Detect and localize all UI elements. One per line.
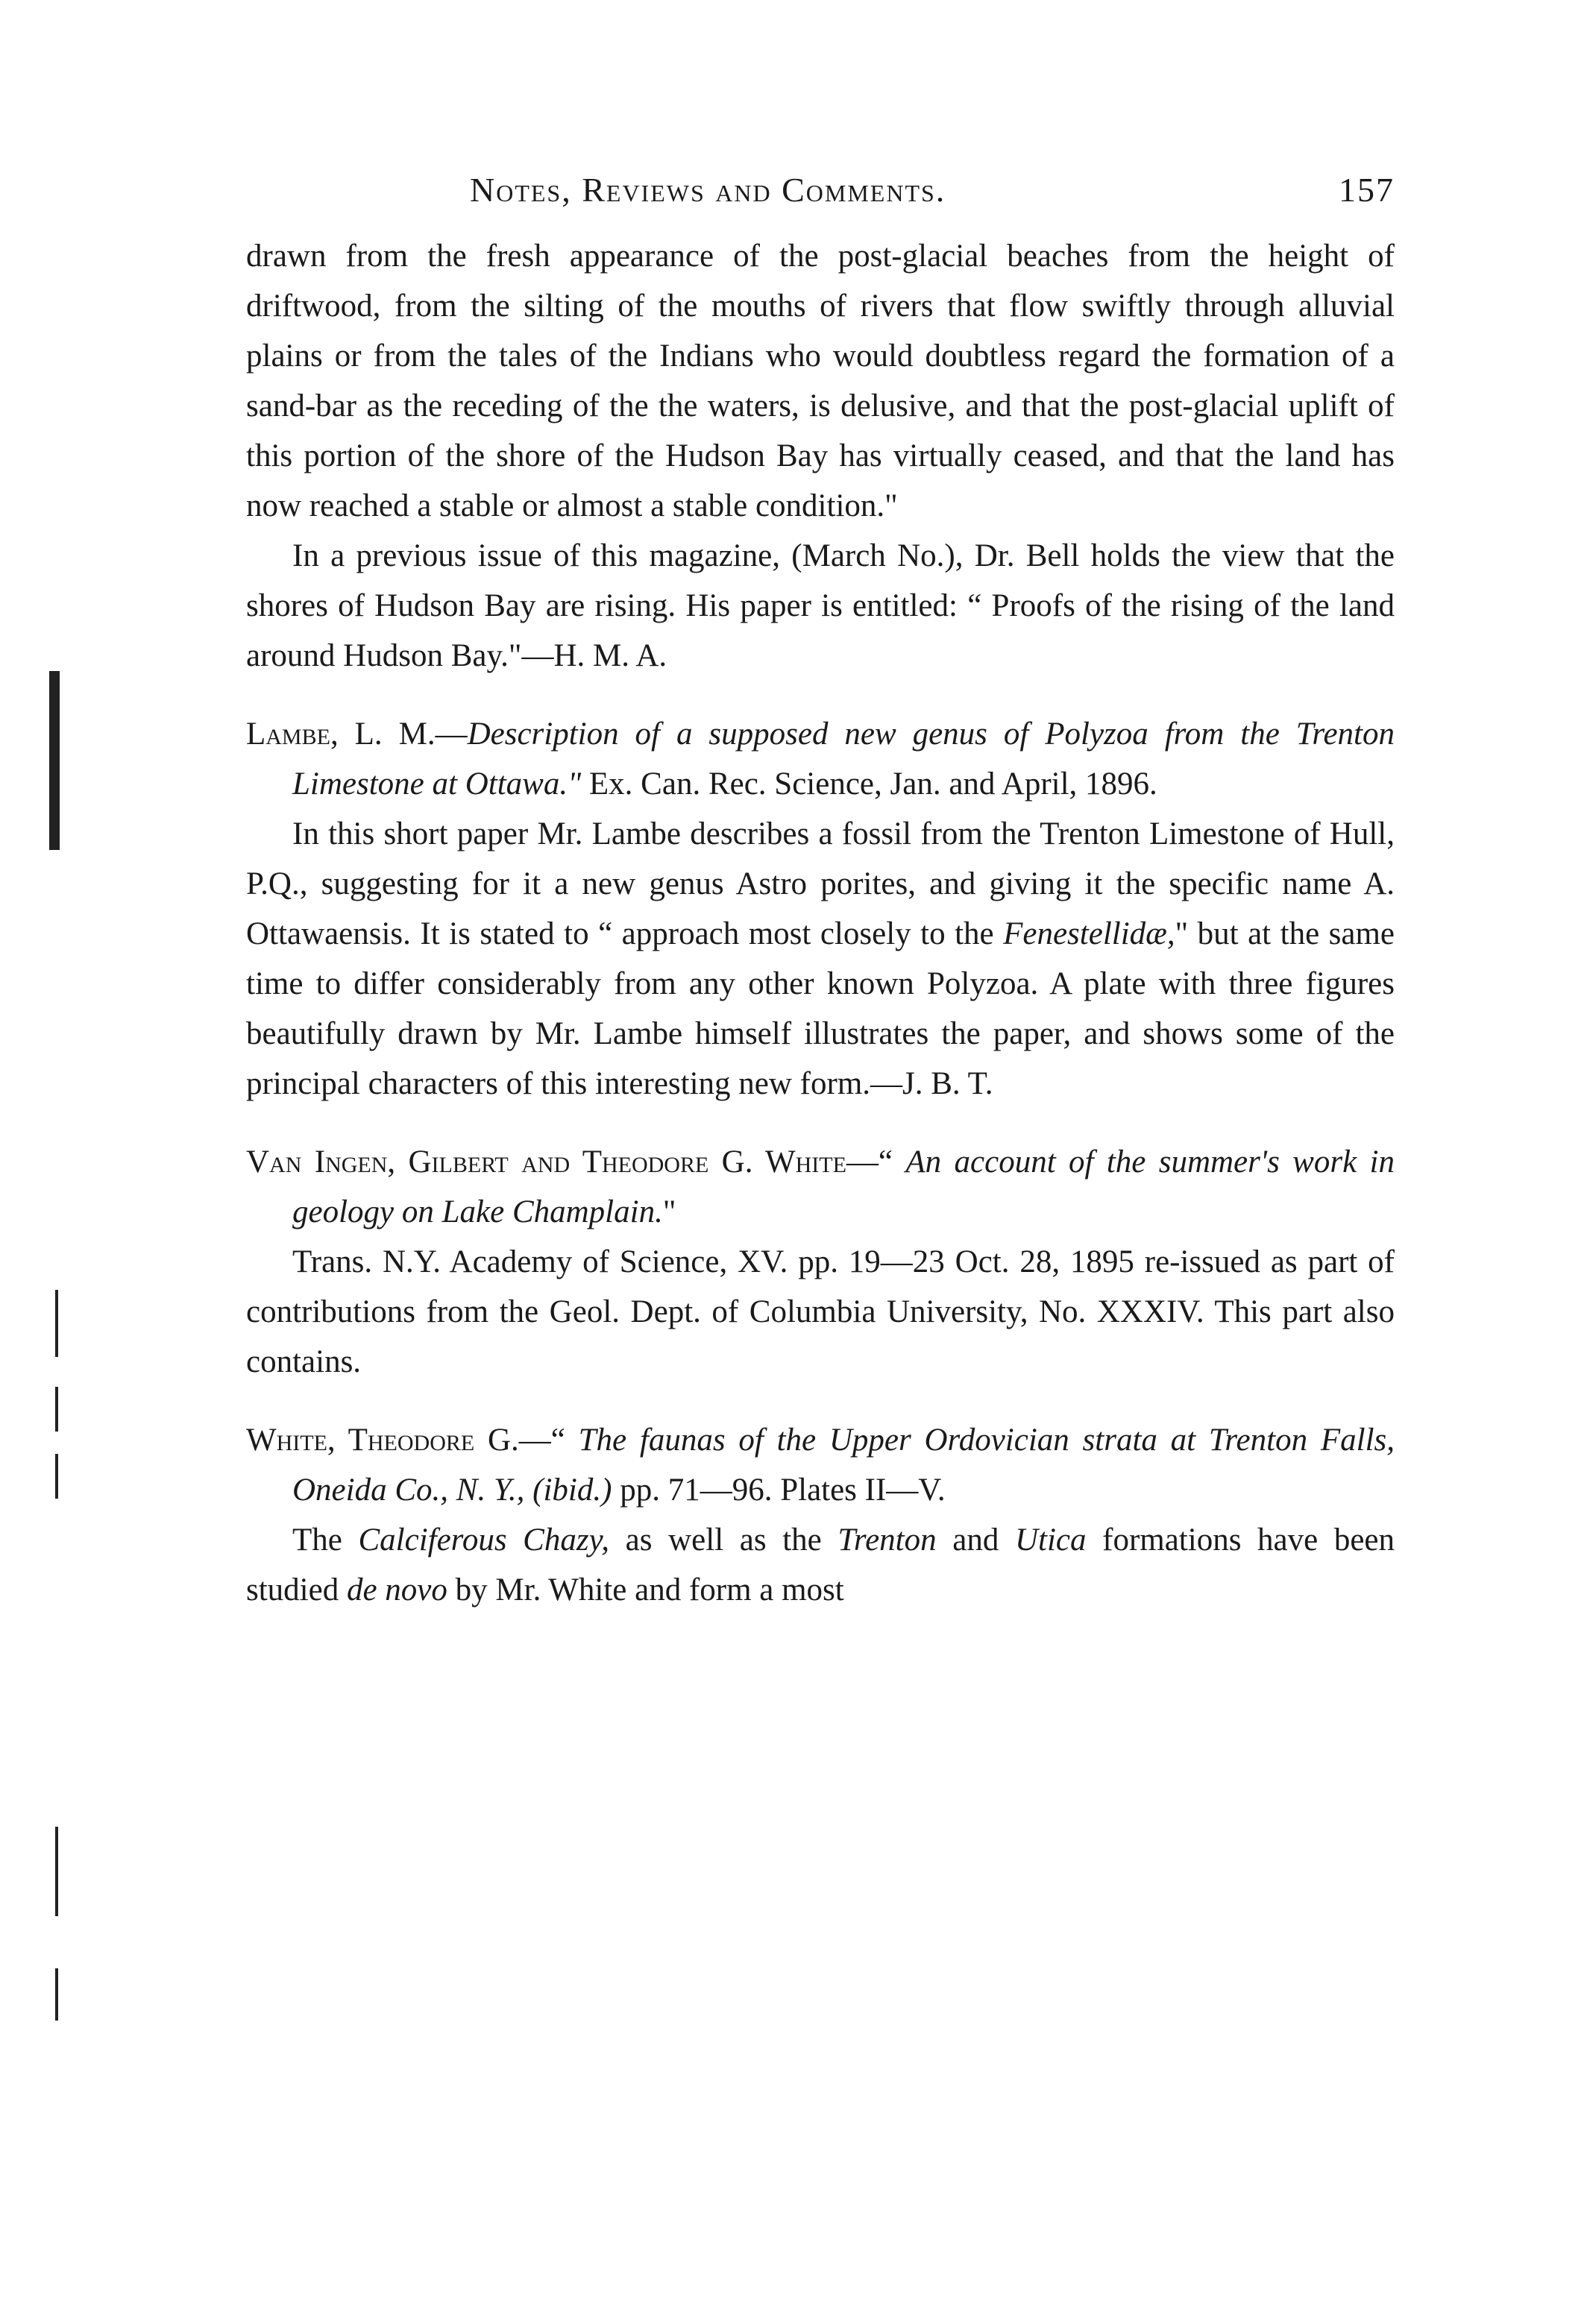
entry-white-trenton: Trenton	[838, 1522, 937, 1558]
entry-white	[246, 1415, 1395, 1615]
entry-white-review-text-2: as well as the	[609, 1522, 838, 1558]
entry-white-review-text-5: by Mr. White and form a most	[447, 1572, 844, 1607]
running-head	[246, 164, 1395, 231]
entry-lambe-author: Lambe, L. M.—	[246, 717, 468, 752]
page-number: 157	[1339, 171, 1395, 209]
entry-van-ingen	[246, 1137, 1395, 1387]
entry-van-ingen-author: Van Ingen, Gilbert and Theodore G. White—“	[246, 1144, 906, 1180]
entry-lambe-review-text: In this short paper Mr. Lambe describes a fossil from the Trenton Limestone of Hull, P.Q., suggesting for it a new genus Astro porites, and giving it the specific name A. Ottawaensis. It is stated to “ approach most closely to the	[246, 816, 1395, 951]
entry-van-ingen-title-close: "	[662, 1194, 676, 1229]
body-text	[246, 231, 1395, 1615]
entry-white-calciferous: Calciferous Chazy,	[358, 1522, 610, 1558]
continued-paragraph: drawn from the fresh appearance of the post-glacial beaches from the height of driftwood, from the silting of the mouths of rivers that flow swiftly through alluvial plains or from the tales of the Indians who would doubtless regard the formation of a sand-bar as the receding of the the waters, is delusive, and that the post-glacial uplift of this portion of the shore of the Hudson Bay has virtually ceased, and that the land has now reached a stable or almost a stable condition."	[246, 239, 1395, 523]
entry-white-review-text-3: and	[936, 1522, 1015, 1558]
entry-lambe	[246, 709, 1395, 1109]
entry-lambe-review	[246, 809, 1395, 1109]
entry-van-ingen-title: An account of the summer's work in geology on Lake Champlain.	[292, 1144, 1395, 1229]
page-binding-edge	[54, 0, 60, 2324]
entry-lambe-family: Fenestellidæ,	[1003, 916, 1175, 951]
entry-van-ingen-citation	[246, 1137, 1395, 1237]
entry-white-source: pp. 71—96. Plates II—V.	[612, 1473, 946, 1508]
entry-van-ingen-review: Trans. N.Y. Academy of Science, XV. pp. 19—23 Oct. 28, 1895 re-issued as part of contributions from the Geol. Dept. of Columbia University, No. XXXIV. This part also contains.	[246, 1244, 1395, 1379]
entry-white-review-text-1: The	[292, 1522, 359, 1558]
entry-white-author: White, Theodore G.—“	[246, 1423, 579, 1458]
entry-white-review-text-4: formations have been studied	[246, 1522, 1395, 1607]
entry-white-de-novo: de novo	[346, 1572, 447, 1607]
entry-lambe-review-text-end: " but at the same time to differ considerably from any other known Polyzoa. A plate with three figures beautifully drawn by Mr. Lambe himself illustrates the paper, and shows some of the principal characters of this interesting new form.—J. B. T.	[246, 916, 1395, 1101]
entry-lambe-citation	[246, 709, 1395, 809]
entry-white-utica: Utica	[1014, 1522, 1087, 1558]
entry-lambe-source: Ex. Can. Rec. Science, Jan. and April, 1896.	[581, 766, 1157, 802]
bell-paragraph: In a previous issue of this magazine, (March No.), Dr. Bell holds the view that the shores of Hudson Bay are rising. His paper is entitled: “ Proofs of the rising of the land around Hudson Bay."—H. M. A.	[246, 538, 1395, 673]
entry-white-title: The faunas of the Upper Ordovician strata at Trenton Falls, Oneida Co., N. Y., (ibid.)	[292, 1423, 1395, 1508]
running-head-title: Notes, Reviews and Comments.	[470, 171, 946, 209]
entry-white-review	[246, 1515, 1395, 1615]
book-page	[246, 164, 1395, 1615]
entry-lambe-title: Description of a supposed new genus of Polyzoa from the Trenton Limestone at Ottawa."	[292, 717, 1395, 802]
entry-white-citation	[246, 1415, 1395, 1515]
